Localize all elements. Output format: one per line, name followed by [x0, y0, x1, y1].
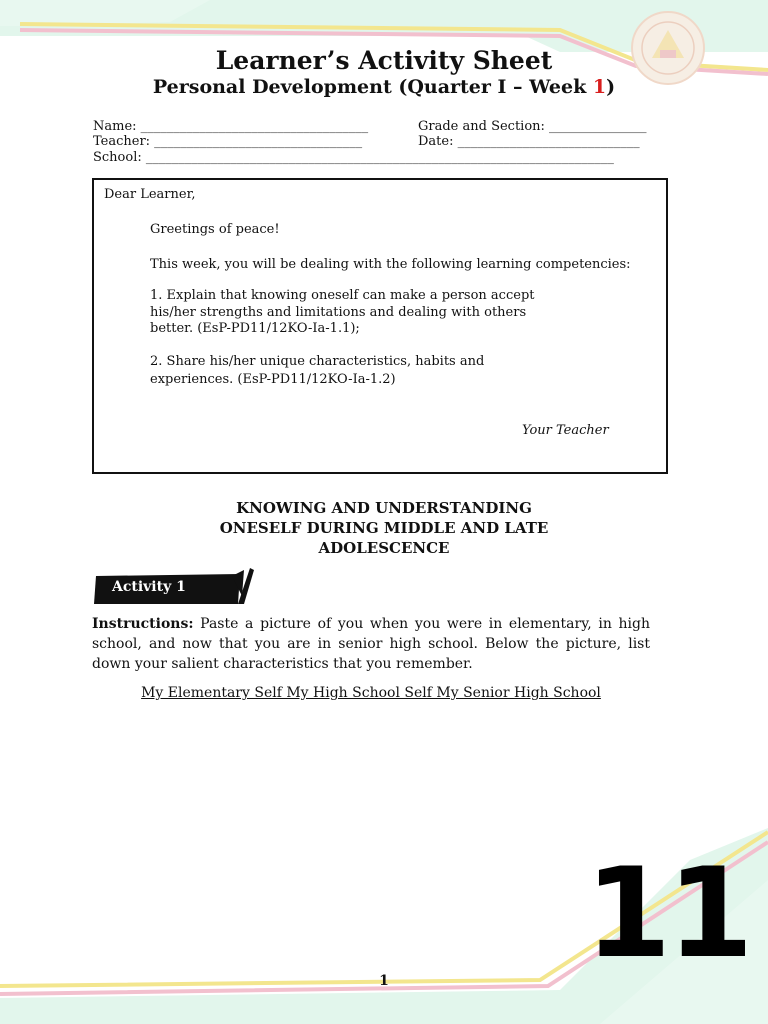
letter-salutation: Dear Learner, [104, 187, 196, 202]
letter-signature: Your Teacher [522, 423, 609, 438]
grade-number: 11 [585, 842, 750, 986]
page-title: Learner’s Activity Sheet [215, 46, 553, 75]
section-title-line-1: KNOWING AND UNDERSTANDING [236, 499, 532, 517]
competency-2-line-1: 2. Share his/her unique characteristics, habits and [150, 354, 485, 369]
instructions-label: Instructions: [92, 616, 194, 632]
letter-greeting: Greetings of peace! [150, 222, 280, 237]
subtitle-text: Personal Development (Quarter I – Week [152, 76, 593, 98]
section-title [0, 498, 768, 558]
name-field[interactable]: Name: ___________________________________ [93, 119, 369, 134]
competency-1-line-1: 1. Explain that knowing oneself can make a person accept [150, 288, 535, 303]
competency-1-line-2: his/her strengths and limitations and dealing with others [150, 305, 527, 320]
section-title-line-3: ADOLESCENCE [318, 539, 450, 557]
competency-1-line-3: better. (EsP-PD11/12KO-Ia-1.1); [150, 321, 360, 336]
page-number: 1 [379, 973, 389, 989]
letter-box [92, 178, 668, 474]
picture-captions: My Elementary Self My High School Self My Senior High School [141, 685, 601, 701]
letter-intro: This week, you will be dealing with the following learning competencies: [150, 257, 631, 272]
date-field[interactable]: Date: ____________________________ [418, 134, 640, 149]
school-field[interactable]: School: ________________________________________________________________________ [93, 150, 614, 165]
competency-2-line-2: experiences. (EsP-PD11/12KO-Ia-1.2) [150, 372, 396, 387]
section-title-line-2: ONESELF DURING MIDDLE AND LATE [219, 519, 549, 537]
subtitle-suffix: ) [606, 76, 616, 98]
teacher-field[interactable]: Teacher: ________________________________ [93, 134, 363, 149]
page-subtitle [0, 76, 768, 98]
activity-label: Activity 1 [112, 579, 186, 595]
activity-badge [92, 566, 256, 612]
grade-section-field[interactable]: Grade and Section: _______________ [418, 119, 647, 134]
activity-instructions [92, 614, 650, 674]
week-number: 1 [592, 76, 607, 98]
instructions-text: Paste a picture of you when you were in elementary, in high school, and now that you are in senior high school. Below the picture, list down your salient characteristics that you remember. [92, 616, 650, 672]
